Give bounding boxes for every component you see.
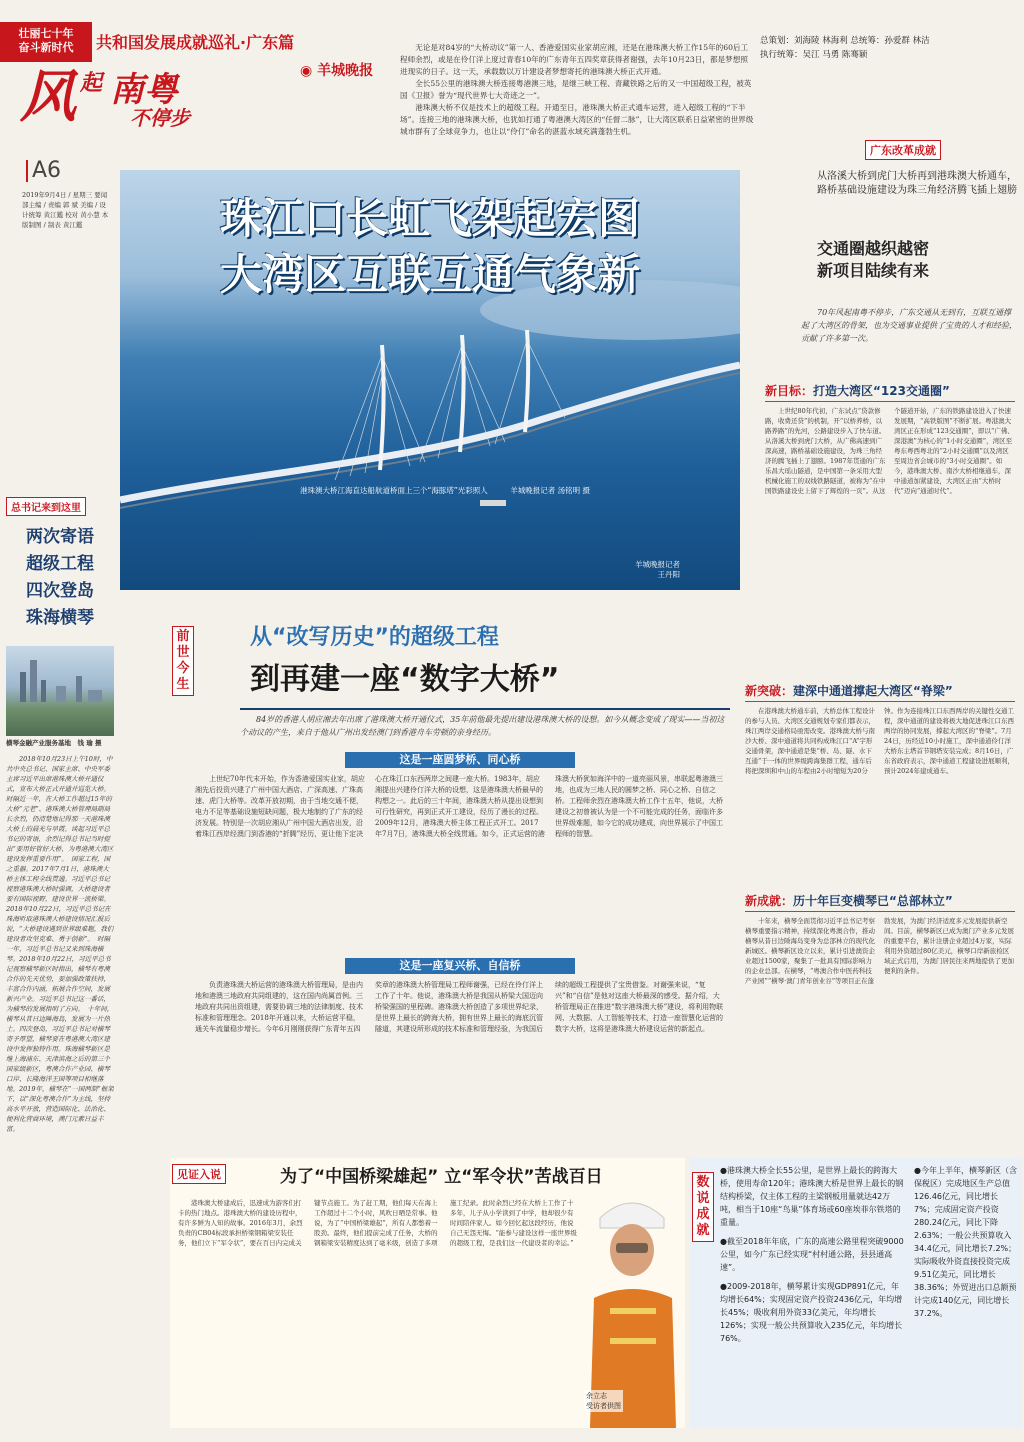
right-tag: 广东改革成就: [865, 140, 941, 160]
witness-body: 港珠澳大桥建成后，迅速成为游客们打卡的热门地点。港珠澳大桥的建设历程中，有许多鲜为人知的故事。2016年3月，余烈负责的CB04标段承担桥梁钢箱梁安装任务，他们立下“军令状”，要在百日内完成关键节点施工。为了赶工期，他们每天在海上工作超过十二个小时，风吹日晒是常事。他说，为了“中国桥梁雄起”，所有人都憋着一股劲。最终，他们提前完成了任务，大桥的钢箱梁安装精度达到了毫米级，创造了多项施工纪录。此时余烈已经在大桥上工作了十多年，儿子从小学读到了中学，他却很少有时间陪伴家人。如今回忆起这段经历，他说自己无怨无悔。“能参与建设这样一座世界级的超级工程，是我们这一代建设者的幸运。”: [178, 1199, 577, 1247]
right-sub-3: [745, 892, 1015, 912]
side-tag-prehistory: [172, 626, 194, 696]
right-sub-2: [745, 682, 1015, 702]
left-column: [6, 496, 114, 1414]
side-tag-text: 前世今生: [176, 629, 190, 692]
hero-title-2: 大湾区互联互通气象新: [220, 250, 641, 299]
right-column: [745, 140, 1019, 1148]
section-dream: [195, 752, 725, 952]
hero-reporter: 羊城晚报记者 王丹阳: [635, 560, 680, 579]
right-sub-3-key: 新成就：: [745, 894, 794, 908]
stats-block: [690, 1158, 1022, 1428]
hero-photo-caption: 港珠澳大桥江海直达船航道桥面上三个“海豚塔”光彩照人 羊城晚报记者 汤铭明 摄: [300, 486, 591, 495]
newspaper-name: 羊城晚报: [317, 63, 374, 79]
lead-p1: 无论是对84岁的“大桥动议”第一人、香港爱国实业家胡应湘，还是在港珠澳大桥工作15年的60后工程师余烈，或是在伶仃洋上度过青春10年的广东青年五四奖章获得者谢强，去年10月23日，都是梦想照进现实的日子。这一天，承载数以万计建设者梦想寄托的港珠澳大桥正式开通。: [400, 43, 749, 76]
credits-right-2: 执行统筹：吴江 马勇 陈骞颖: [760, 50, 868, 60]
witness-photo-caption: 余立志 受访者供图: [586, 1392, 621, 1410]
stats-col1: [720, 1164, 906, 1345]
section-dream-body: 上世纪70年代末开始，作为香港爱国实业家，胡应湘先后投资兴建了广州中国大酒店、广深高速、广珠高速、虎门大桥等。改革开放初期，由于当地交通不便，电力不足等基础设施短缺问题，极大地制约了广东的经济发展。特别是一次胡应湘从广州中国大酒店出发，沿着珠江西岸经澳门到香港的“折腾”经历，更让他下定决心在珠江口东西两岸之间建一座大桥。1983年，胡应湘提出兴建伶仃洋大桥的设想，这是港珠澳大桥最早的构想之一。此后的三十年间，港珠澳大桥从提出设想到可行性研究，再到正式开工建设，经历了漫长的过程。2009年12月，港珠澳大桥主体工程正式开工。2017年7月7日，港珠澳大桥全线贯通。如今，正式运营的港珠澳大桥犹如海洋中的一道亮丽风景，串联起粤港澳三地，也成为三地人民的圆梦之桥、同心之桥、自信之桥。工程师余烈在港珠澳大桥工作十五年，他说，大桥建设之初曾被认为是一个不可能完成的任务，面临许多世界级难题，如今它的成功建成，向世界展示了中国工程师的智慧。: [195, 775, 723, 838]
left-heads: [6, 524, 114, 632]
lead-text: [400, 42, 755, 172]
section-revival-header: 这是一座复兴桥、自信桥: [345, 958, 575, 974]
witness-block: [170, 1158, 685, 1428]
credits-left: 2019年9月4日 / 星期三 要闻部主编 / 责编 郭 斌 美编 / 设计统筹 黄江鑑 校对 黄小慧 本版制图 / 制表 黄江鑑: [22, 191, 109, 229]
witness-photo: [580, 1188, 685, 1428]
page-number: A6: [26, 160, 61, 182]
stats-item-3: ●2009-2018年，横琴累计实现GDP891亿元，年均增长64%；实现固定资产投资2436亿元，年均增长45%；吸收利用外资33亿美元，年均增长126%；实现一般公共预算收入235亿元，年均增长76%。: [720, 1282, 903, 1343]
right-deck-2: 交通圈越织越密 新项目陆续有来: [817, 239, 930, 280]
witness-title: 为了“中国桥梁雄起” 立“军令状”苦战百日: [280, 1167, 603, 1187]
stats-col2: ●今年上半年，横琴新区（含保税区）完成地区生产总值126.46亿元，同比增长7%；完成固定资产投资280.24亿元，同比下降2.63%；一般公共预算收入34.4亿元，同比增长7.2%；实际吸收外资直接投资完成9.51亿美元，同比增长38.36%；外贸进出口总额预计完成140亿元，同比增长37.2%。: [914, 1166, 1017, 1318]
right-sub-2-key: 新突破：: [745, 684, 794, 698]
left-head-2: 超级工程: [26, 554, 94, 574]
right-intro: 70年风起南粤不停步，广东交通从无到有，互联互通撑起了大湾区的骨架，也为交通事业提供了宝贵的人才和经验，贡献了许多第一次。: [801, 308, 1017, 343]
badge-line2: 奋斗新时代: [18, 41, 74, 54]
brand-art: 风 起 南粤 不停步: [20, 64, 190, 130]
left-body: 2018年10月23日上午10时，中共中央总书记、国家主席、中央军委主席习近平出席港珠澳大桥开通仪式，宣布大桥正式开通并巡览大桥。 时隔近一年，在大桥工作超过15年的大桥“元老”、港珠澳大桥管理局副局长余烈，仍清楚地记得那一天港珠澳大桥上的晨光与早霞。谈起习近平总书记的寄语，余烈记得总书记当时提出“要用好管好大桥，为粤港澳大湾区建设发挥重要作用”。 国家工程，国之重器。2017年7月1日，港珠澳大桥主体工程全线贯通。习近平总书记视察港珠澳大桥时强调，大桥建设者要有国际视野，建设世界一流桥梁。2018年10月22日，习近平总书记在珠海听取港珠澳大桥建设情况汇报后说，“大桥建设遇到世界级难题，我们建设者攻坚克难、勇于创新”。 时隔一年，习近平总书记又来到珠海横琴。2018年10月22日，习近平总书记视察横琴新区时指出，横琴有粤澳合作的先天优势，要加强政策扶持，丰富合作内涵，拓展合作空间，发展新兴产业。习近平总书记这一番话，为横琴的发展指明了方向。 十年间，横琴从昔日边陲海岛，发展为一片热土。四次登岛，习近平总书记对横琴寄予厚望，横琴要在粤港澳大湾区建设中发挥独特作用。珠海横琴新区是继上海浦东、天津滨海之后的第三个国家级新区，粤澳合作产业园、横琴口岸、长隆海洋王国等项目相继落地。2019年，横琴在“一国两制”框架下，以“深化粤澳合作”为主线，坚持高水平开放，营造国际化、法治化、便利化营商环境，澳门元素日益丰富。: [6, 755, 114, 1133]
mid-headline-1: 从“改写历史”的超级工程: [250, 625, 499, 650]
left-head-1: 两次寄语: [26, 527, 94, 547]
section-revival-body: 负责港珠澳大桥运营的港珠澳大桥管理局，是由内地和港澳三地政府共同组建的，这在国内尚属首例。三地政府共同出资组建，需要协调三地的法律制度、技术标准和管理理念。2018年开通以来，大桥运营平稳，通关车流量稳步增长。今年6月刚刚获得广东青年五四奖章的港珠澳大桥管理局工程师谢强，已经在伶仃洋上工作了十年。他说，港珠澳大桥是我国从桥梁大国迈向桥梁强国的里程碑。港珠澳大桥创造了多项世界纪录，是世界上最长的跨海大桥，拥有世界上最长的海底沉管隧道，其建设所形成的技术标准和管理经验，为我国后续的超级工程提供了宝贵借鉴。对谢强来说，“复兴”和“自信”是他对这座大桥最深的感受。据介绍，大桥管理局正在推进“数字港珠澳大桥”建设，将利用物联网、大数据、人工智能等技术，打造一座智慧化运营的数字大桥，这将是港珠澳大桥建设运营的新起点。: [195, 981, 724, 1033]
right-sub-1: [765, 382, 1015, 402]
right-sub-3-body: 十年来，横琴全面贯彻习近平总书记考察横琴重要指示精神，持续深化粤澳合作，推动横琴从昔日边陲海岛变身为总部林立的现代化新城区。横琴新区设立以来，累计引进澳资企业超过1500家，聚集了一批具有国际影响力的企业总部。在横琴，“粤澳合作中医药科技产业园”“横琴·澳门青年创业谷”等项目正在蓬勃发展，为澳门经济适度多元发展提供新空间。目前，横琴新区已成为澳门产业多元发展的重要平台，累计注册企业超过4万家，实际利用外资超过80亿美元，横琴口岸新旅检区域正式启用，为澳门居民往来两地提供了更加便利的条件。: [745, 917, 1014, 985]
left-photo: [6, 646, 114, 736]
mid-headline-2: 到再建一座“数字大桥”: [250, 662, 560, 697]
mid-intro: 84岁的香港人胡应湘去年出席了港珠澳大桥开通仪式，35年前他最先提出建设港珠澳大桥的设想。如今从概念变成了现实——当初这个动议的产生，来自于他从广州出发经澳门到香港舟车劳顿的亲身经历。: [240, 708, 730, 748]
series-title: 共和国发展成就巡礼·广东篇: [96, 33, 295, 52]
stats-tag: [692, 1172, 714, 1242]
hero-photo: [120, 170, 740, 590]
right-sub-1-key: 新目标：: [765, 384, 814, 398]
stats-tag-text: 数说成就: [696, 1175, 710, 1238]
left-head-4: 珠海横琴: [26, 608, 94, 628]
right-sub-1-title: 打造大湾区“123交通圈”: [813, 384, 950, 398]
section-dream-header: 这是一座圆梦桥、同心桥: [345, 752, 575, 768]
right-deck-1: 从洛溪大桥到虎门大桥再到港珠澳大桥通车，路桥基础设施建设为珠三角经济腾飞插上翅膀: [817, 171, 1017, 196]
badge-line1: 壮丽七十年: [18, 27, 74, 40]
stats-item-2: ●截至2018年年底，广东的高速公路里程突破9000公里，如今广东已经实现“村村通公路，县县通高速”。: [720, 1237, 904, 1272]
newspaper-logo: [300, 60, 373, 80]
section-revival: [195, 958, 725, 1148]
lead-p3: 港珠澳大桥不仅是技术上的超级工程。开通至日，港珠澳大桥正式通车运营，进入超级工程的“下半场”。连接三地的港珠澳大桥，也犹如打通了粤港澳大湾区的“任督二脉”，让大湾区联系日益紧密的世界级城市群有了全球竞争力，也让以“伶仃”命名的湛蓝水域充满蓬勃生机。: [400, 103, 754, 136]
right-sub-3-title: 历十年巨变横琴已“总部林立”: [793, 894, 953, 908]
credits-right-1: 总策划：刘海陵 林海利 总统筹：孙爱群 林洁: [760, 36, 930, 46]
witness-tag: 见证入说: [172, 1164, 226, 1184]
left-photo-caption: 横琴金融产业服务基地 钱 瑜 摄: [6, 739, 102, 747]
left-head-3: 四次登岛: [26, 581, 94, 601]
right-sub-2-title: 建深中通道撑起大湾区“脊梁”: [793, 684, 953, 698]
stats-item-1: ●港珠澳大桥全长55公里，是世界上最长的跨海大桥，使用寿命120年；港珠澳大桥是世界上最长的钢结构桥梁，仅主体工程的主梁钢板用量就达42万吨，相当于10座“鸟巢”体育场或60座埃菲尔铁塔的重量。: [720, 1166, 904, 1227]
lead-p2: 全长55公里的港珠澳大桥连接粤港澳三地，是继三峡工程、青藏铁路之后的又一中国超级工程，被英国《卫报》誉为“现代世界七大奇迹之一”。: [400, 79, 752, 100]
masthead-badge: [0, 22, 92, 62]
logo-icon: ◉: [300, 63, 313, 79]
hero-title-1: 珠江口长虹飞架起宏图: [220, 194, 641, 243]
right-sub-1-body: 上世纪80年代初，广东试点“贷款修路，收费还贷”的机制，开“以桥养桥，以路养路”的先河，公路建设步入了快车道。从洛溪大桥到虎门大桥，从广佛高速到广深高速，路桥基础设施建设，为珠三角经济的腾飞插上了翅膀。1987年贯通的广东乐昌大瑶山隧道，是中国第一条采用大型机械化施工的双线铁路隧道，被称为“在中国铁路建设史上留下了辉煌的一页”。从这个隧道开始，广东的铁路建设进入了快速发展期，“高铁版图”不断扩展。粤港澳大湾区正在形成“123交通圈”，即以“广佛、深港澳”为核心的“1小时交通圈”，湾区至粤东粤西粤北的“2小时交通圈”以及湾区至周边省会城市的“3小时交通圈”。如今，港珠澳大桥、南沙大桥相继通车，深中通道加紧建设，大湾区正由“大桥时代”迈向“通道时代”。: [765, 407, 1014, 495]
left-tag: 总书记来到这里: [6, 497, 86, 516]
right-sub-2-body: 在港珠澳大桥通车前，大桥总体工程设计的参与人员、大湾区交通规划专家们都表示，珠江两岸交通格局亟需改变。港珠澳大桥与南沙大桥、深中通道将共同构成珠江口“A”字形交通骨架，深中通道是集“桥、岛、隧、水下互通”于一体的世界级跨海集群工程，通车后将把深圳和中山的车程由2小时缩短为20分钟。作为连接珠江口东西两岸的关键性交通工程，深中通道的建设将极大地促进珠江口东西两岸的协同发展，撑起大湾区的“脊梁”。7月24日，历经近10小时施工，深中通道伶仃洋大桥东主塔首节钢塔安装完成；8月16日，广东省政府表示，深中通道工程建设进展顺利，预计2024年建成通车。: [745, 707, 1014, 775]
